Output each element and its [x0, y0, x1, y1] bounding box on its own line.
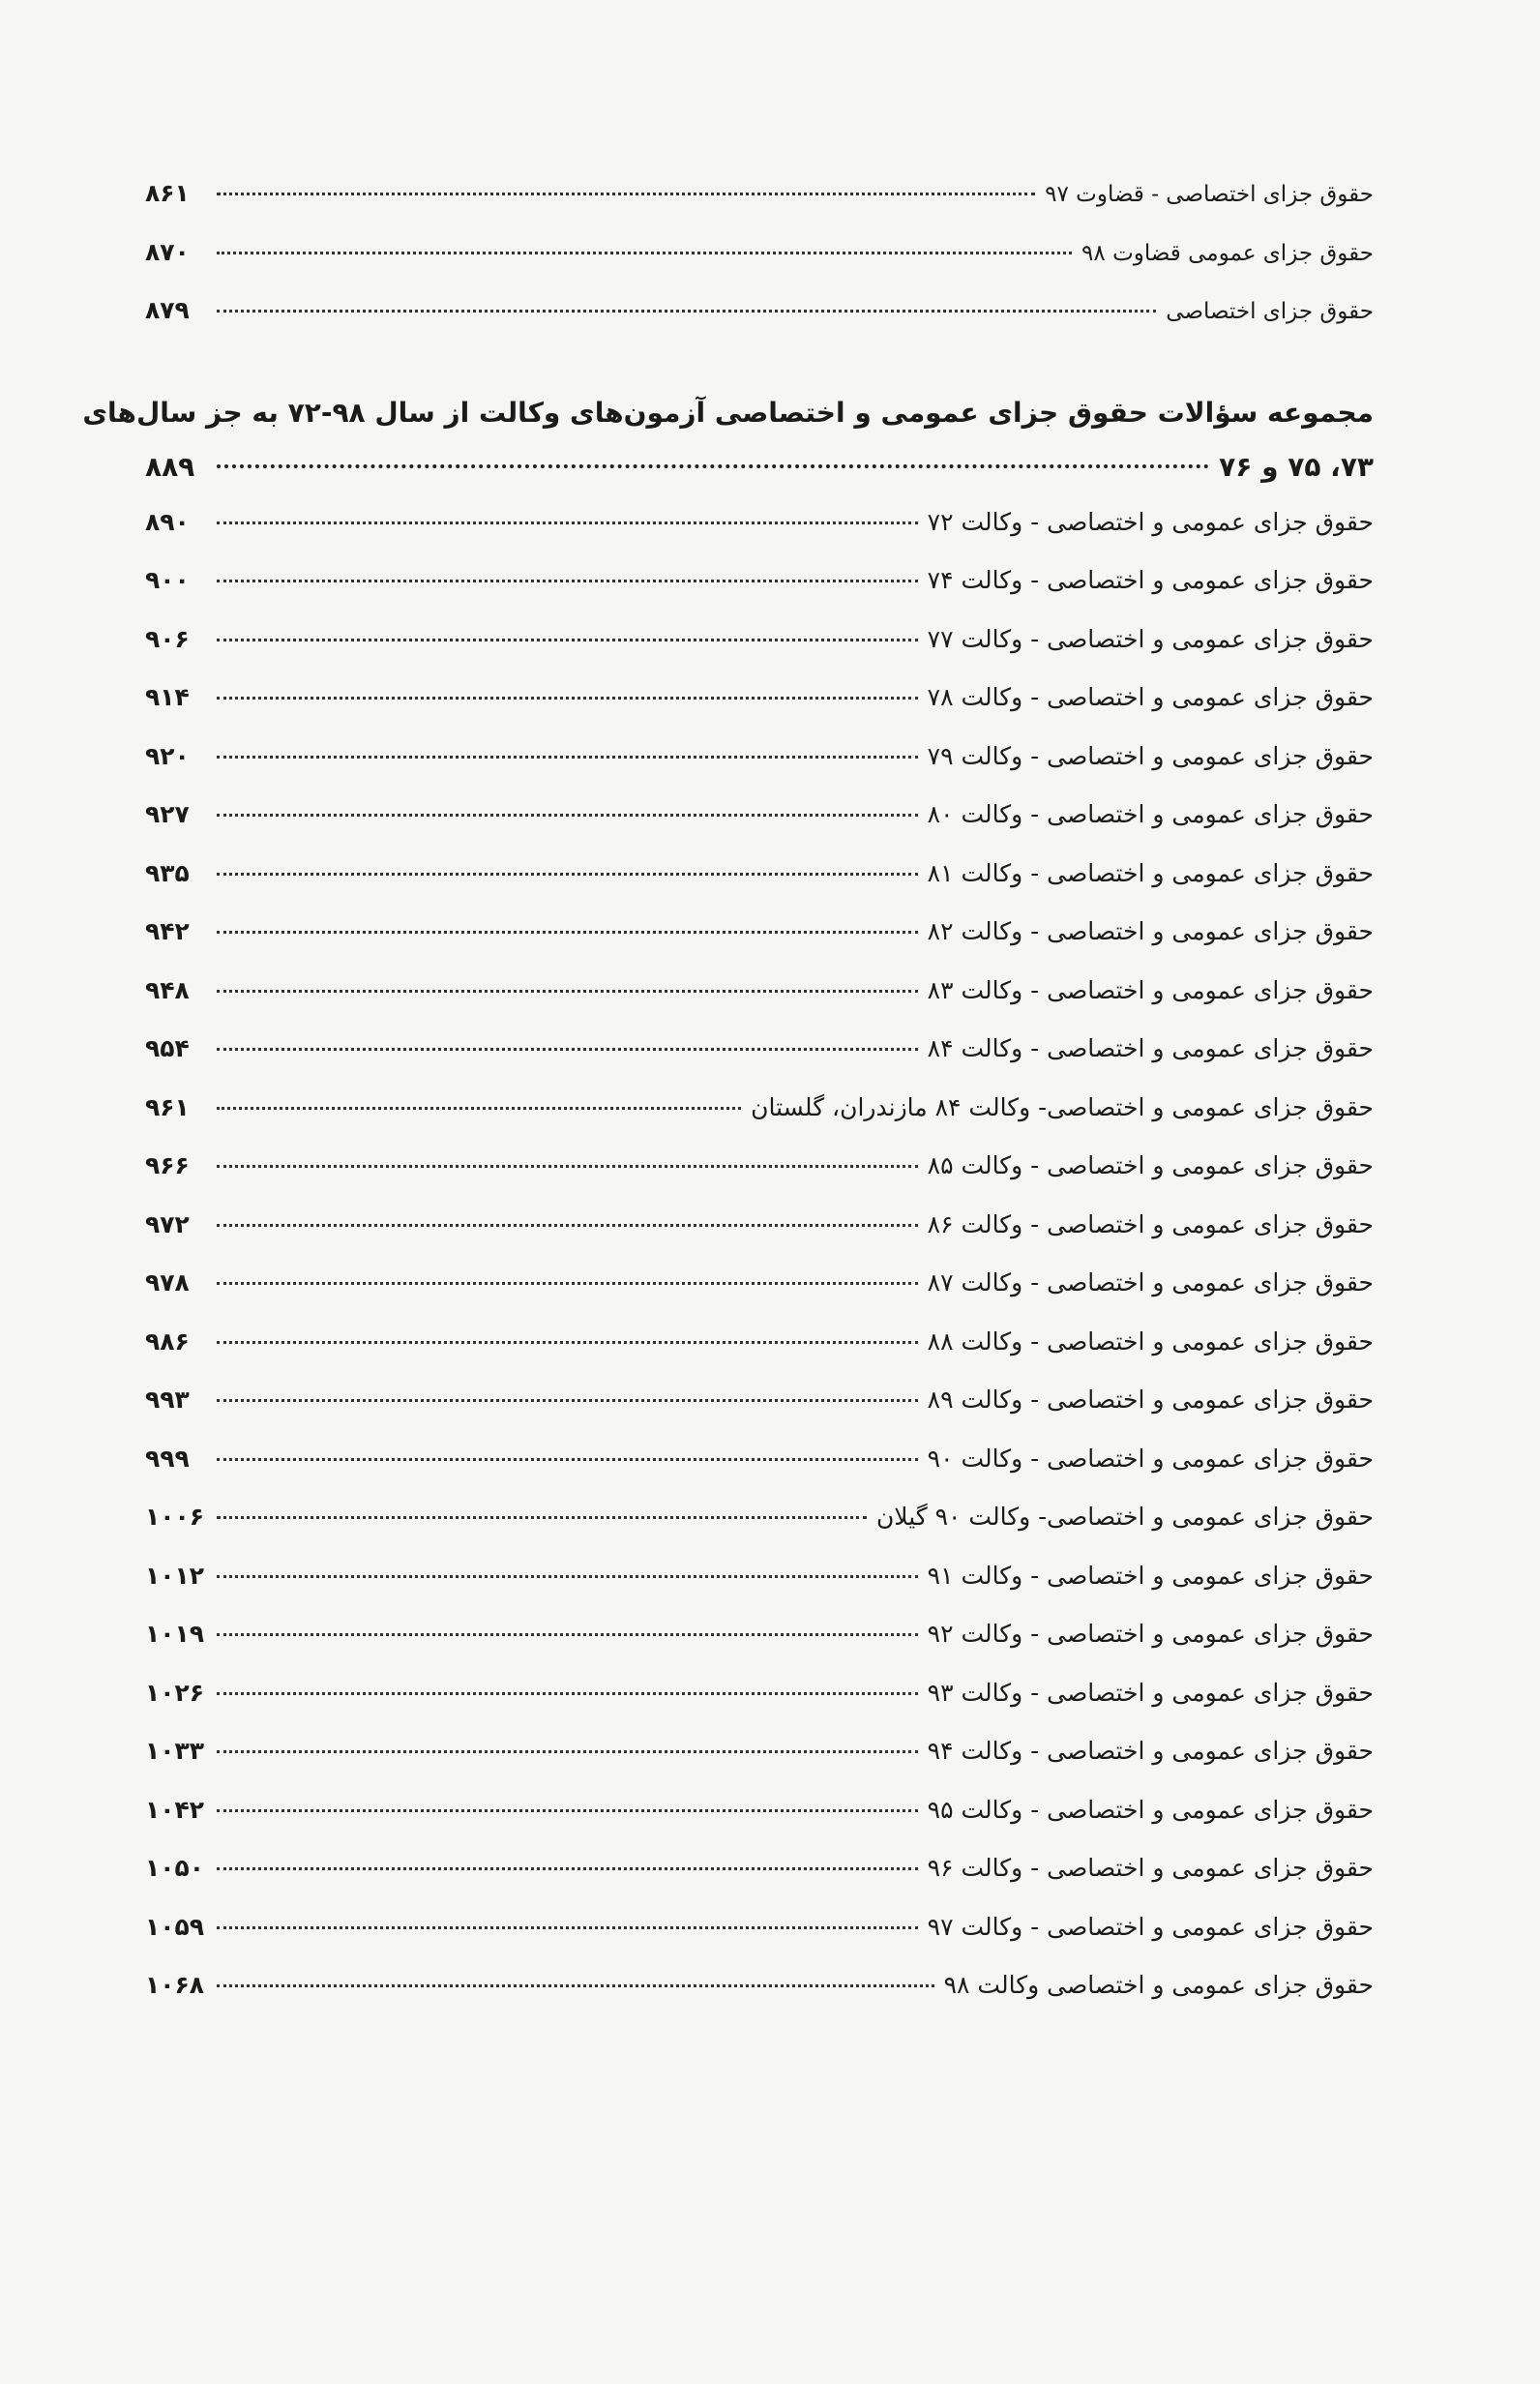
dot-leader [217, 1984, 934, 1987]
toc-entry[interactable] [145, 1913, 1374, 1972]
toc-entry[interactable] [145, 1151, 1374, 1210]
toc-entry-title: حقوق جزای عمومی و اختصاصی- وکالت ۸۴ مازندران، گلستان [751, 1092, 1374, 1121]
toc-entry-page: ۱۰۵۰ [145, 1854, 205, 1882]
toc-entry-title: حقوق جزای اختصاصی [1166, 299, 1374, 324]
toc-entry-page: ۹۹۹ [145, 1444, 190, 1473]
toc-entry-title: حقوق جزای عمومی و اختصاصی - وکالت ۸۴ [927, 1034, 1374, 1062]
toc-entry-title: حقوق جزای عمومی و اختصاصی - وکالت ۷۷ [927, 624, 1374, 653]
toc-entry-title: حقوق جزای عمومی قضاوت ۹۸ [1081, 240, 1374, 266]
section-title-line1: مجموعه سؤالات حقوق جزای عمومی و اختصاصی آزمون‌های وکالت از سال ۹۸-۷۲ به جز سال‌های [82, 396, 1374, 429]
toc-entry[interactable] [145, 1971, 1374, 2030]
toc-entry-page: ۹۲۷ [145, 800, 190, 828]
toc-entry-title: حقوق جزای عمومی و اختصاصی وکالت ۹۸ [943, 1971, 1374, 1999]
section-title-line2: ۷۳، ۷۵ و ۷۶ [1219, 450, 1374, 483]
toc-entry[interactable] [145, 976, 1374, 1035]
dot-leader [217, 639, 918, 641]
dot-leader [217, 522, 918, 524]
dot-leader [217, 990, 918, 993]
dot-leader [217, 1048, 918, 1051]
toc-entry-title: حقوق جزای عمومی و اختصاصی - وکالت ۹۳ [927, 1678, 1374, 1707]
toc-entry[interactable] [145, 296, 1374, 355]
toc-entry-page: ۹۲۰ [145, 741, 190, 770]
dot-leader [217, 1399, 918, 1402]
toc-entry-page: ۱۰۱۹ [145, 1620, 205, 1648]
toc-entry-page: ۹۰۰ [145, 566, 190, 594]
toc-entry[interactable] [145, 508, 1374, 567]
dot-leader [217, 1809, 918, 1812]
dot-leader [217, 697, 918, 700]
toc-entry[interactable] [145, 1034, 1374, 1093]
section-heading[interactable] [82, 386, 1374, 494]
toc-entry-page: ۱۰۱۲ [145, 1561, 205, 1590]
dot-leader [217, 580, 918, 582]
dot-leader [217, 756, 918, 759]
toc-entry[interactable] [145, 1562, 1374, 1621]
toc-entry-title: حقوق جزای اختصاصی - قضاوت ۹۷ [1045, 182, 1374, 207]
dot-leader [217, 193, 1035, 195]
toc-entry-title: حقوق جزای عمومی و اختصاصی - وکالت ۸۲ [927, 917, 1374, 945]
dot-leader [217, 1692, 918, 1695]
toc-entry-page: ۱۰۵۹ [145, 1912, 205, 1941]
toc-entry-title: حقوق جزای عمومی و اختصاصی - وکالت ۸۱ [927, 858, 1374, 887]
toc-entry[interactable] [145, 1210, 1374, 1269]
toc-entry-title: حقوق جزای عمومی و اختصاصی - وکالت ۹۲ [927, 1620, 1374, 1648]
dot-leader [217, 814, 918, 817]
dot-leader [217, 1633, 918, 1636]
toc-entry-page: ۸۷۹ [145, 296, 190, 324]
dot-leader [217, 310, 1156, 313]
toc-entry[interactable] [145, 1854, 1374, 1913]
toc-entry-title: حقوق جزای عمومی و اختصاصی - وکالت ۸۶ [927, 1209, 1374, 1238]
toc-entry-title: حقوق جزای عمومی و اختصاصی - وکالت ۹۷ [927, 1912, 1374, 1941]
toc-entry[interactable] [145, 1503, 1374, 1562]
toc-entries-list [145, 508, 1374, 2030]
dot-leader [217, 1165, 918, 1168]
dot-leader [217, 931, 918, 934]
toc-entry-title: حقوق جزای عمومی و اختصاصی - وکالت ۷۲ [927, 507, 1374, 536]
toc-entry-title: حقوق جزای عمومی و اختصاصی - وکالت ۸۰ [927, 800, 1374, 828]
toc-entry[interactable] [145, 1327, 1374, 1386]
toc-entry[interactable] [145, 1093, 1374, 1152]
toc-entry-title: حقوق جزای عمومی و اختصاصی - وکالت ۸۵ [927, 1151, 1374, 1179]
toc-entry-page: ۸۶۱ [145, 179, 190, 207]
dot-leader [217, 1926, 918, 1929]
toc-entry[interactable] [145, 625, 1374, 684]
toc-entry-title: حقوق جزای عمومی و اختصاصی - وکالت ۸۸ [927, 1326, 1374, 1356]
toc-entry-page: ۱۰۶۸ [145, 1971, 205, 1999]
toc-entry-page: ۱۰۳۳ [145, 1737, 205, 1765]
toc-entry-page: ۹۴۲ [145, 917, 190, 945]
toc-entry-page: ۱۰۴۲ [145, 1795, 205, 1824]
toc-entry-title: حقوق جزای عمومی و اختصاصی - وکالت ۹۵ [927, 1795, 1374, 1824]
toc-entry-title: حقوق جزای عمومی و اختصاصی - وکالت ۸۷ [927, 1268, 1374, 1296]
dot-leader [217, 1341, 918, 1344]
toc-entry[interactable] [145, 1679, 1374, 1738]
toc-entry-page: ۹۴۸ [145, 975, 190, 1004]
toc-entry[interactable] [145, 1620, 1374, 1679]
toc-entry-title: حقوق جزای عمومی و اختصاصی - وکالت ۸۳ [927, 975, 1374, 1004]
toc-entry[interactable] [145, 1268, 1374, 1327]
dot-leader [217, 252, 1072, 254]
toc-entry-page: ۹۶۶ [145, 1151, 190, 1179]
toc-entry-title: حقوق جزای عمومی و اختصاصی - وکالت ۹۰ [927, 1444, 1374, 1473]
toc-entry[interactable] [145, 683, 1374, 742]
dot-leader [217, 1224, 918, 1227]
dot-leader [217, 464, 1209, 468]
toc-entry[interactable] [145, 917, 1374, 976]
toc-entry-title: حقوق جزای عمومی و اختصاصی - وکالت ۸۹ [927, 1386, 1374, 1414]
toc-entry[interactable] [145, 238, 1374, 297]
toc-entry-page: ۸۷۰ [145, 237, 190, 266]
toc-entry[interactable] [145, 566, 1374, 625]
toc-entry-title: حقوق جزای عمومی و اختصاصی - وکالت ۹۴ [927, 1737, 1374, 1765]
toc-entry[interactable] [145, 859, 1374, 918]
dot-leader [217, 1750, 918, 1753]
toc-entry-title: حقوق جزای عمومی و اختصاصی- وکالت ۹۰ گیلان [875, 1503, 1374, 1531]
toc-entry-page: ۹۱۴ [145, 683, 190, 711]
toc-entry-page: ۹۰۶ [145, 624, 190, 653]
section-title-row [145, 440, 1374, 494]
dot-leader [217, 1107, 741, 1110]
dot-leader [217, 873, 918, 876]
table-of-contents [82, 179, 1374, 2030]
toc-entry[interactable] [145, 179, 1374, 238]
toc-entry-page: ۹۷۸ [145, 1268, 190, 1296]
toc-entry-page: ۸۹۰ [145, 507, 190, 536]
toc-entry[interactable] [145, 742, 1374, 801]
toc-entry-page: ۹۸۶ [145, 1326, 190, 1356]
dot-leader [217, 1458, 918, 1461]
toc-entry-page: ۹۹۳ [145, 1386, 190, 1414]
section-page: ۸۸۹ [145, 450, 195, 483]
dot-leader [217, 1575, 918, 1578]
toc-entry[interactable] [145, 1386, 1374, 1445]
toc-entry-page: ۹۷۲ [145, 1209, 190, 1238]
toc-entry-page: ۹۵۴ [145, 1034, 190, 1062]
toc-entry-title: حقوق جزای عمومی و اختصاصی - وکالت ۷۸ [927, 683, 1374, 711]
toc-entry[interactable] [145, 1737, 1374, 1796]
toc-entry-page: ۹۶۱ [145, 1092, 190, 1121]
dot-leader [217, 1282, 918, 1285]
toc-entry-title: حقوق جزای عمومی و اختصاصی - وکالت ۷۴ [927, 566, 1374, 594]
toc-entry[interactable] [145, 1796, 1374, 1855]
dot-leader [217, 1516, 867, 1519]
toc-entry-title: حقوق جزای عمومی و اختصاصی - وکالت ۷۹ [927, 741, 1374, 770]
toc-entry[interactable] [145, 1445, 1374, 1504]
toc-entry-title: حقوق جزای عمومی و اختصاصی - وکالت ۹۶ [927, 1854, 1374, 1882]
toc-entry[interactable] [145, 800, 1374, 859]
dot-leader [217, 1867, 918, 1870]
toc-entry-page: ۱۰۲۶ [145, 1678, 205, 1707]
toc-entry-page: ۱۰۰۶ [145, 1503, 205, 1531]
toc-entry-page: ۹۳۵ [145, 858, 190, 887]
toc-entry-title: حقوق جزای عمومی و اختصاصی - وکالت ۹۱ [927, 1561, 1374, 1590]
